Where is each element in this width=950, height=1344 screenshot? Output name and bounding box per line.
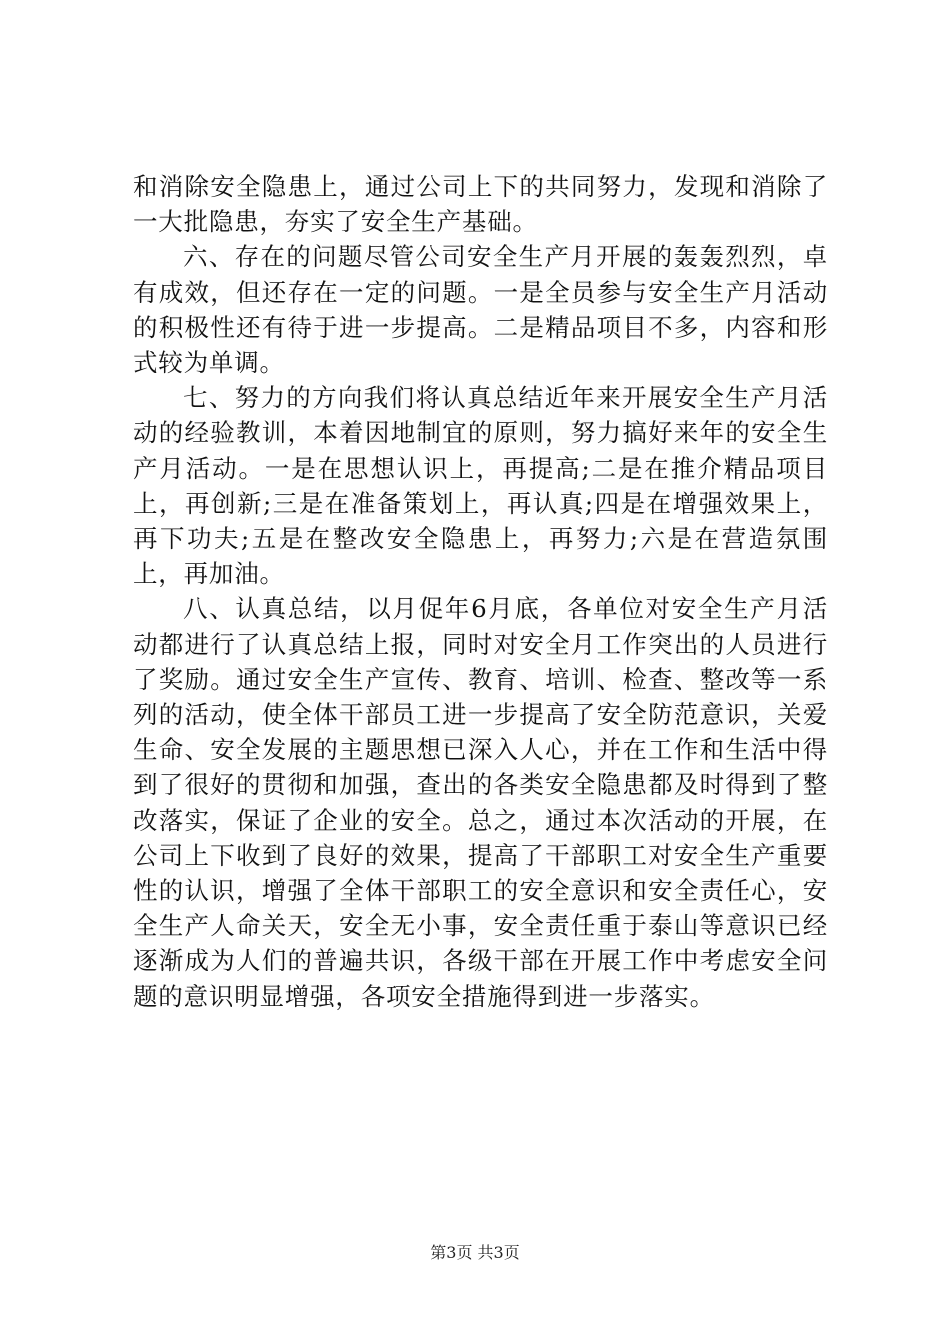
paragraph-section-seven: 七、努力的方向我们将认真总结近年来开展安全生产月活动的经验教训，本着因地制宜的原则，努力搞好来年的安全生产月活动。一是在思想认识上，再提高;二是在推介精品项目上，再创新;三是在准备策划上，再认真;四是在增强效果上，再下功夫;五是在整改安全隐患上，再努力;六是在营造氛围上，再加油。 bbox=[133, 383, 828, 589]
document-body bbox=[133, 169, 828, 1014]
page-number-label: 第3页 共3页 bbox=[430, 1243, 520, 1262]
paragraph-continuation: 和消除安全隐患上，通过公司上下的共同努力，发现和消除了一大批隐患，夯实了安全生产基础。 bbox=[133, 172, 828, 237]
page-footer bbox=[0, 1243, 950, 1263]
paragraph-section-six: 六、存在的问题尽管公司安全生产月开展的轰轰烈烈，卓有成效，但还存在一定的问题。一是全员参与安全生产月活动的积极性还有待于进一步提高。二是精品项目不多，内容和形式较为单调。 bbox=[133, 242, 828, 378]
paragraph-section-eight: 八、认真总结，以月促年6月底，各单位对安全生产月活动都进行了认真总结上报，同时对安全月工作突出的人员进行了奖励。通过安全生产宣传、教育、培训、检查、整改等一系列的活动，使全体干部员工进一步提高了安全防范意识，关爱生命、安全发展的主题思想已深入人心，并在工作和生活中得到了很好的贯彻和加强，查出的各类安全隐患都及时得到了整改落实，保证了企业的安全。总之，通过本次活动的开展，在公司上下收到了良好的效果，提高了干部职工对安全生产重要性的认识，增强了全体干部职工的安全意识和安全责任心，安全生产人命关天，安全无小事，安全责任重于泰山等意识已经逐渐成为人们的普遍共识，各级干部在开展工作中考虑安全问题的意识明显增强，各项安全措施得到进一步落实。 bbox=[133, 594, 828, 1011]
